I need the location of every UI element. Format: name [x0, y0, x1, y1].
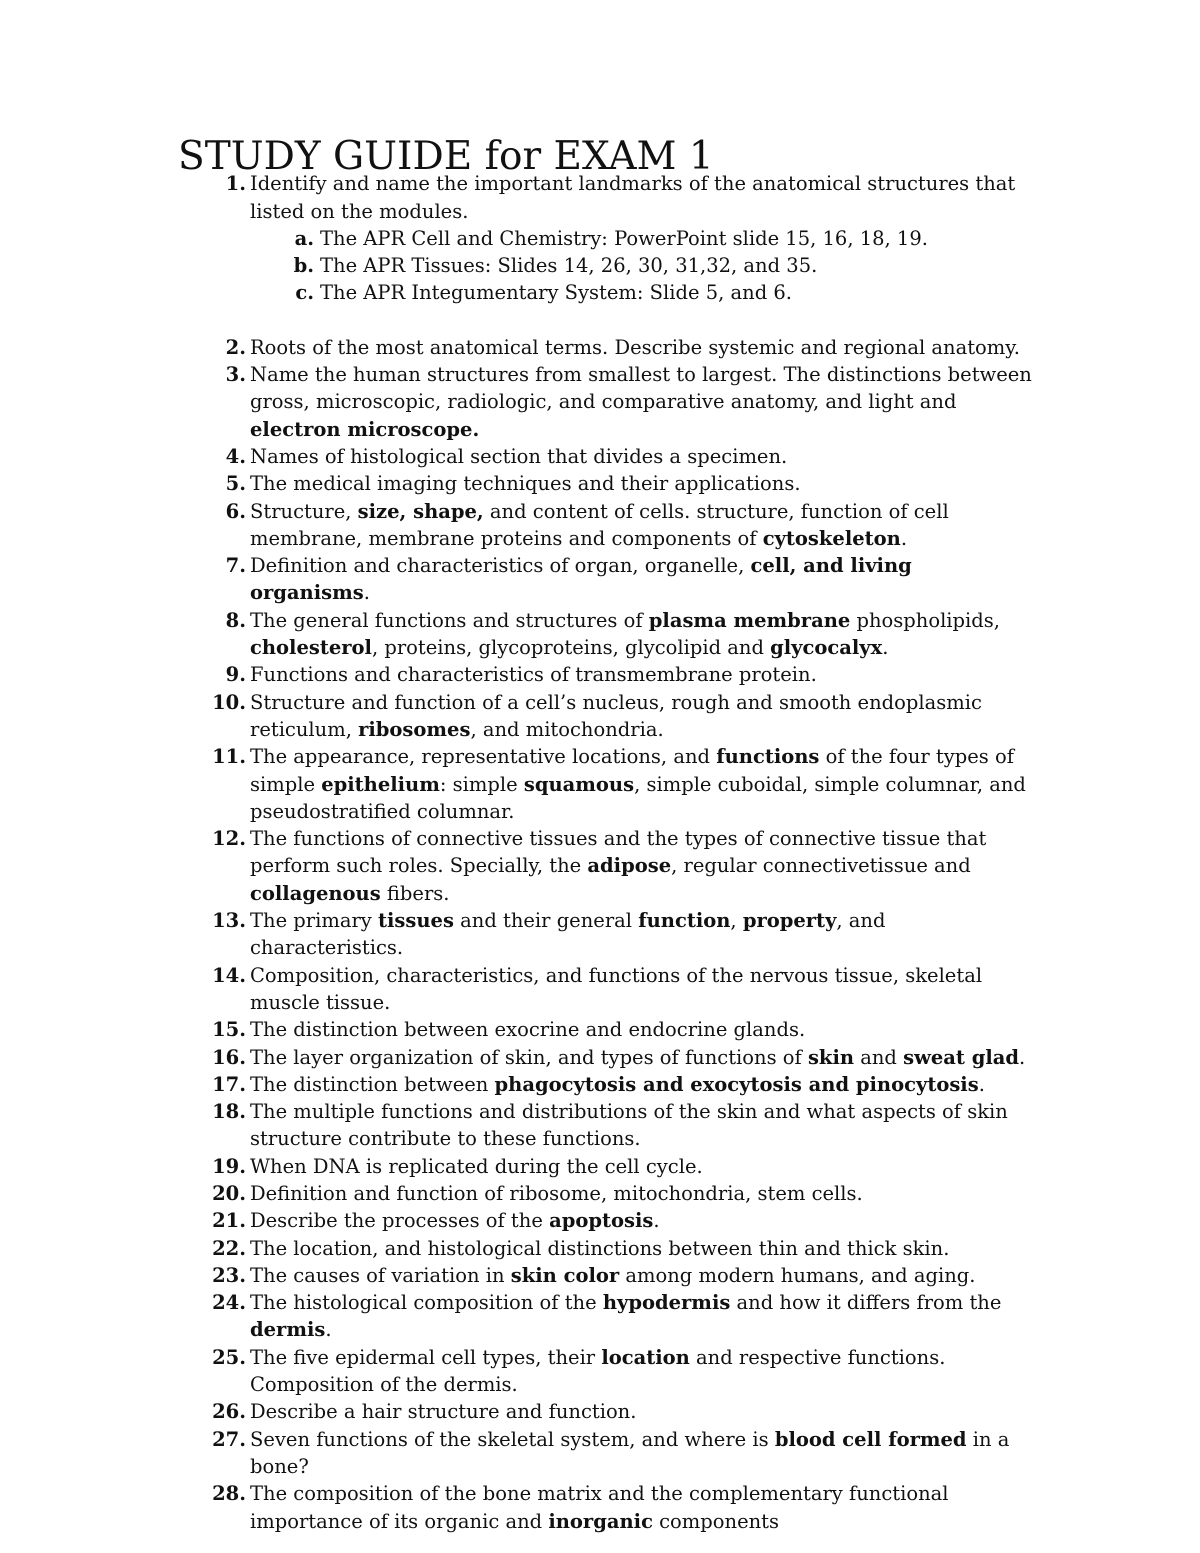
list-item — [178, 1016, 1038, 1043]
item-number: 28. — [212, 1482, 246, 1506]
text-run: Describe a hair structure and function. — [250, 1400, 637, 1424]
list-item — [178, 470, 1038, 497]
page-title: STUDY GUIDE for EXAM 1 — [178, 134, 714, 179]
item-number: 7. — [225, 554, 246, 578]
bold-term: tissues — [378, 909, 454, 933]
item-text — [250, 1346, 945, 1396]
sub-item-text: The APR Cell and Chemistry: PowerPoint slide 15, 16, 18, 19. — [320, 226, 928, 250]
text-run: , proteins, glycoproteins, glycolipid and — [371, 636, 771, 660]
bold-term: electron microscope. — [250, 417, 480, 441]
bold-term: inorganic — [548, 1509, 653, 1533]
text-run: . — [653, 1209, 660, 1233]
text-run: among modern humans, and aging. — [619, 1263, 976, 1287]
item-number: 14. — [212, 963, 246, 987]
bold-term: hypodermis — [602, 1291, 731, 1315]
item-number: 10. — [212, 690, 246, 714]
item-text — [250, 336, 1020, 359]
list-item — [178, 1289, 1038, 1344]
item-text — [250, 1155, 703, 1178]
item-text — [250, 1018, 805, 1041]
item-text — [250, 1428, 1009, 1478]
list-item — [178, 743, 1038, 825]
list-item — [178, 962, 1038, 1017]
bold-term: cytoskeleton — [762, 526, 901, 550]
text-run: Functions and characteristics of transmembrane protein. — [250, 663, 817, 687]
item-text — [250, 1182, 863, 1205]
list-item — [178, 1235, 1038, 1262]
item-number: 16. — [212, 1045, 246, 1069]
item-text — [250, 609, 1000, 659]
item-number: 5. — [225, 472, 246, 496]
sub-item-letter: c. — [295, 281, 314, 305]
list-item — [178, 1398, 1038, 1425]
text-run: Names of histological section that divides a specimen. — [250, 444, 788, 468]
sub-list-item — [250, 225, 1038, 252]
text-run: . — [900, 526, 908, 550]
item-number: 21. — [212, 1209, 246, 1233]
list-item — [178, 1262, 1038, 1289]
text-run: Composition, characteristics, and functions of the nervous tissue, skeletal muscle tissue. — [250, 963, 983, 1014]
item-text — [250, 1046, 1025, 1069]
text-run: When DNA is replicated during the cell cycle. — [250, 1154, 703, 1178]
study-guide-content — [178, 134, 1038, 1535]
item-text — [250, 964, 982, 1014]
text-run: . — [978, 1072, 985, 1096]
item-number: 27. — [212, 1427, 246, 1451]
text-run: The appearance, representative locations, and — [250, 745, 717, 769]
sub-list — [250, 225, 1038, 307]
list-item — [178, 443, 1038, 470]
text-run: , simple cuboidal, simple columnar, and pseudostratified columnar. — [250, 772, 1026, 823]
bold-term: epithelium — [321, 772, 440, 796]
text-run: , — [730, 909, 743, 933]
item-text — [250, 1291, 1001, 1341]
list-item — [178, 1153, 1038, 1180]
text-run: Seven functions of the skeletal system, and where is — [250, 1427, 775, 1451]
item-number: 4. — [225, 444, 246, 468]
text-run: , and characteristics. — [250, 909, 886, 960]
text-run: and their general — [453, 909, 639, 933]
list-item — [178, 1480, 1038, 1535]
list-item — [178, 1044, 1038, 1071]
sub-item-letter: b. — [293, 254, 314, 278]
item-text — [250, 1237, 949, 1260]
text-run: Roots of the most anatomical terms. Describe systemic and regional anatomy. — [250, 335, 1020, 359]
item-number: 1. — [225, 172, 246, 196]
item-number: 19. — [212, 1154, 246, 1178]
item-text — [250, 1400, 636, 1423]
text-run: The primary — [250, 909, 378, 933]
text-run: Definition and function of ribosome, mitochondria, stem cells. — [250, 1181, 863, 1205]
text-run: The histological composition of the — [250, 1291, 603, 1315]
list-item — [178, 607, 1038, 662]
list-item — [178, 170, 1038, 333]
bold-term: size, shape, — [357, 499, 484, 523]
text-run: The general functions and structures of — [250, 608, 649, 632]
list-item — [178, 1426, 1038, 1481]
text-run: and — [854, 1045, 904, 1069]
bold-term: location — [601, 1345, 690, 1369]
text-run: The distinction between — [250, 1072, 495, 1096]
item-text — [250, 363, 1032, 441]
text-run: fibers. — [380, 881, 450, 905]
item-number: 3. — [225, 363, 246, 387]
text-run: . — [1019, 1045, 1026, 1069]
item-number: 2. — [225, 335, 246, 359]
bold-term: blood cell formed — [774, 1427, 967, 1451]
item-number: 15. — [212, 1018, 246, 1042]
item-text — [250, 554, 912, 604]
text-run: of the four types of simple — [250, 745, 1014, 796]
text-run: : simple — [439, 772, 524, 796]
text-run: and how it differs from the — [730, 1291, 1002, 1315]
item-text — [250, 691, 982, 741]
item-number: 18. — [212, 1100, 246, 1124]
item-text — [250, 827, 986, 905]
text-run: phospholipids, — [850, 608, 1000, 632]
list-item — [178, 1207, 1038, 1234]
item-number: 20. — [212, 1181, 246, 1205]
bold-term: adipose — [587, 854, 672, 878]
text-run: , regular connectivetissue and — [671, 854, 971, 878]
text-run: components — [652, 1509, 780, 1533]
bold-term: skin — [807, 1045, 855, 1069]
item-text — [250, 500, 949, 550]
bold-term: sweat glad — [903, 1045, 1020, 1069]
list-item — [178, 689, 1038, 744]
list-item — [178, 498, 1038, 553]
item-text — [250, 1100, 1008, 1150]
text-run: . — [325, 1318, 332, 1342]
text-run: . — [363, 581, 370, 605]
list-item — [178, 1180, 1038, 1207]
bold-term: apoptosis — [549, 1209, 654, 1233]
text-run: The multiple functions and distributions of the skin and what aspects of skin structure contribute to these functions. — [250, 1100, 1008, 1151]
list-item — [178, 552, 1038, 607]
bold-term: property — [742, 909, 837, 933]
list-item — [178, 825, 1038, 907]
text-run: Describe the processes of the — [250, 1209, 550, 1233]
list-item — [178, 334, 1038, 361]
item-number: 12. — [212, 827, 246, 851]
bold-term: functions — [716, 745, 820, 769]
text-run: The location, and histological distinctions between thin and thick skin. — [250, 1236, 950, 1260]
bold-term: glycocalyx — [770, 636, 883, 660]
spacer — [250, 307, 1038, 334]
item-number: 11. — [212, 745, 246, 769]
sub-list-item — [250, 252, 1038, 279]
bold-term: dermis — [250, 1318, 326, 1342]
list-item — [178, 661, 1038, 688]
text-run: Definition and characteristics of organ, organelle, — [250, 554, 751, 578]
item-text — [250, 1073, 985, 1096]
sub-item-text: The APR Tissues: Slides 14, 26, 30, 31,32, and 35. — [320, 254, 818, 278]
sub-item-text: The APR Integumentary System: Slide 5, and 6. — [320, 281, 792, 305]
list-item — [178, 1098, 1038, 1153]
text-run: The layer organization of skin, and types of functions of — [250, 1045, 808, 1069]
bold-term: phagocytosis and exocytosis and pinocytosis — [494, 1072, 979, 1096]
sub-list-item — [250, 279, 1038, 306]
text-run: Name the human structures from smallest to largest. The distinctions between gross, microscopic, radiologic, and comparative anatomy, and light and — [250, 363, 1032, 414]
text-run: The five epidermal cell types, their — [250, 1345, 602, 1369]
item-number: 24. — [212, 1291, 246, 1315]
list-item — [178, 361, 1038, 443]
text-run: The medical imaging techniques and their applications. — [250, 472, 801, 496]
list-item — [178, 907, 1038, 962]
bold-term: skin color — [510, 1263, 620, 1287]
bold-term: collagenous — [250, 881, 381, 905]
bold-term: cholesterol — [250, 636, 372, 660]
item-text — [250, 1482, 949, 1532]
text-run: , and mitochondria. — [470, 717, 664, 741]
item-text — [250, 745, 1026, 823]
text-run: The composition of the bone matrix and the complementary functional importance of its organic and — [250, 1482, 949, 1533]
item-number: 8. — [225, 608, 246, 632]
bold-term: cell, and living organisms — [250, 554, 912, 605]
text-run: and content of cells. structure, function of cell membrane, membrane proteins and components of — [250, 499, 949, 550]
item-number: 6. — [225, 499, 246, 523]
text-run: The functions of connective tissues and the types of connective tissue that perform such roles. Specially, the — [250, 827, 987, 878]
item-number: 23. — [212, 1263, 246, 1287]
text-run: and respective functions. Composition of the dermis. — [250, 1345, 946, 1397]
text-run: The causes of variation in — [250, 1263, 511, 1287]
item-number: 9. — [225, 663, 246, 687]
question-list — [178, 170, 1038, 1535]
bold-term: plasma membrane — [648, 608, 851, 632]
text-run: in a bone? — [250, 1427, 1010, 1478]
item-number: 25. — [212, 1345, 246, 1369]
item-number: 22. — [212, 1236, 246, 1260]
item-text — [250, 909, 885, 959]
bold-term: squamous — [523, 772, 635, 796]
sub-item-letter: a. — [294, 226, 314, 250]
item-number: 17. — [212, 1072, 246, 1096]
item-text — [250, 1264, 975, 1287]
item-text — [250, 1209, 660, 1232]
text-run: Structure, — [250, 499, 358, 523]
list-item — [178, 1071, 1038, 1098]
item-number: 26. — [212, 1400, 246, 1424]
text-run: Identify and name the important landmarks of the anatomical structures that listed on the modules. — [250, 172, 1016, 223]
item-text — [250, 172, 1015, 222]
text-run: The distinction between exocrine and endocrine glands. — [250, 1018, 806, 1042]
bold-term: function — [638, 909, 731, 933]
item-text — [250, 472, 801, 495]
bold-term: ribosomes — [358, 717, 471, 741]
list-item — [178, 1344, 1038, 1399]
text-run: Structure and function of a cell’s nucleus, rough and smooth endoplasmic reticulum, — [250, 690, 982, 741]
item-text — [250, 445, 787, 468]
text-run: . — [882, 636, 889, 660]
item-number: 13. — [212, 909, 246, 933]
item-text — [250, 663, 817, 686]
